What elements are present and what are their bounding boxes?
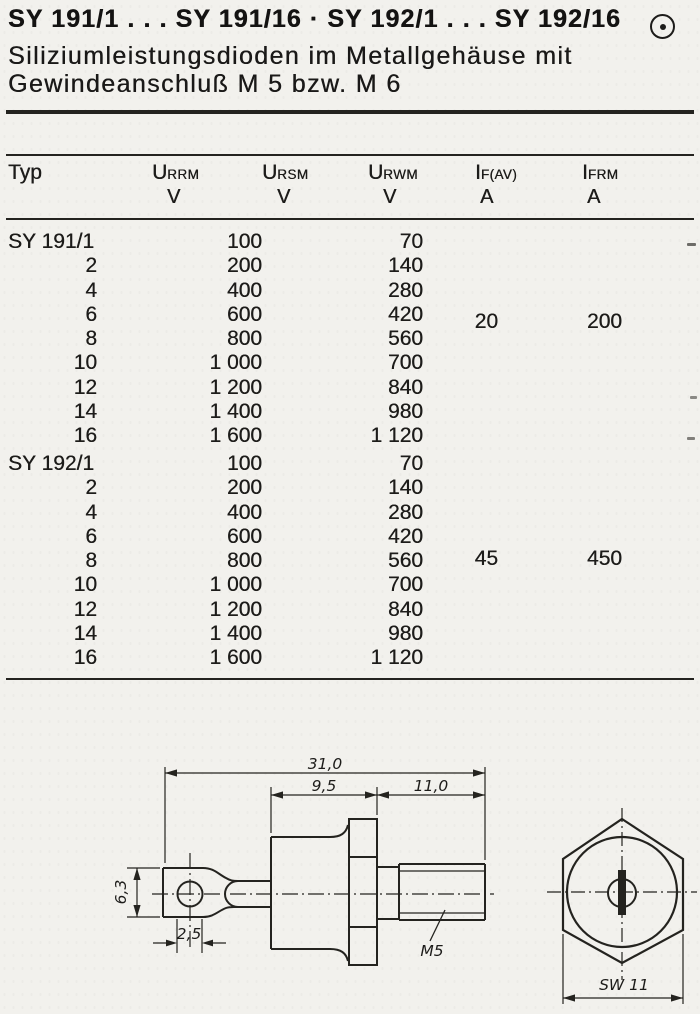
circled-dot-icon (650, 14, 675, 39)
unit-label: A (587, 186, 601, 208)
table-top-rule (6, 154, 694, 156)
urwm-cell: 420 (387, 302, 423, 326)
hex-flange-facet-lines (349, 857, 377, 927)
page-title: SY 191/1 . . . SY 191/16 · SY 192/1 . . . SY 192/16 (8, 5, 621, 33)
dimension-label-stud-length: 11,0 (413, 777, 449, 795)
column-header-ifav (475, 162, 517, 208)
urrm-cell: 1 200 (209, 375, 262, 399)
typ-cell: 4 (85, 500, 97, 524)
typ-cell: 10 (73, 573, 97, 597)
symbol-u: U (368, 161, 384, 184)
typ-cell: 4 (85, 278, 97, 302)
urrm-cell: 400 (226, 500, 262, 524)
urrm-cell: 200 (226, 476, 262, 500)
urwm-cell: 980 (387, 622, 423, 646)
scan-artifact (687, 243, 696, 246)
table-row (8, 501, 648, 525)
table-header-rule (6, 218, 694, 220)
table-group-sy192 (8, 452, 648, 671)
unit-label: V (277, 186, 291, 208)
thread-size-label: M5 (420, 942, 444, 960)
unit-label: A (480, 186, 494, 208)
typ-cell: 6 (85, 302, 97, 326)
subtitle-line-2: Gewindeanschluß M 5 bzw. M 6 (8, 70, 402, 98)
urrm-cell: 800 (226, 327, 262, 351)
symbol-i: I (475, 161, 481, 184)
thread-lines (399, 871, 485, 913)
hex-flange (349, 819, 377, 965)
scan-artifact (690, 396, 697, 399)
urrm-cell: 1 000 (209, 351, 262, 375)
table-row (8, 598, 648, 622)
threaded-stud-outline (377, 864, 485, 920)
symbol-sub: RSM (277, 167, 309, 182)
column-header-urwm (368, 162, 418, 208)
typ-cell: 8 (85, 327, 97, 351)
diode-body-outline (271, 825, 348, 961)
screwdriver-slot (618, 870, 626, 915)
symbol-sub: F(AV) (480, 167, 518, 182)
urrm-cell: 1 600 (209, 424, 262, 448)
dimension-label-body-length: 9,5 (311, 777, 337, 795)
column-header-ifrm (582, 162, 618, 208)
dimension-label-across-flats: SW 11 (599, 976, 649, 994)
table-row (8, 351, 648, 375)
typ-cell: 12 (73, 597, 97, 621)
dimension-label-total-length: 31,0 (307, 755, 343, 773)
package-side-view-drawing (100, 745, 500, 1013)
column-header-ursm (262, 162, 308, 208)
urwm-cell: 140 (387, 476, 423, 500)
column-header-typ: Typ (8, 161, 42, 184)
urwm-cell: 700 (387, 351, 423, 375)
table-row (8, 279, 648, 303)
symbol-u: U (152, 161, 168, 184)
urrm-cell: 100 (226, 230, 262, 253)
table-row (8, 424, 648, 448)
urrm-cell: 600 (226, 302, 262, 326)
table-row (8, 476, 648, 500)
urwm-cell: 840 (387, 375, 423, 399)
urwm-cell: 70 (399, 452, 423, 475)
typ-cell: 16 (73, 646, 97, 670)
typ-cell: 6 (85, 524, 97, 548)
typ-cell: 16 (73, 424, 97, 448)
symbol-sub: RWM (383, 167, 418, 182)
urrm-cell: 1 600 (209, 646, 262, 670)
urwm-cell: 280 (387, 278, 423, 302)
urrm-cell: 1 400 (209, 622, 262, 646)
symbol-u: U (262, 161, 278, 184)
ifav-value: 45 (474, 547, 498, 570)
ifrm-value: 450 (586, 547, 622, 570)
table-row (8, 400, 648, 424)
symbol-sub: RRM (167, 167, 200, 182)
unit-label: V (167, 186, 181, 208)
table-bottom-rule (6, 678, 694, 680)
dimension-label-hole-diameter: 2,5 (176, 925, 202, 943)
ifrm-value: 200 (586, 310, 622, 333)
urrm-cell: 800 (226, 549, 262, 573)
typ-cell: SY 192/1 (8, 452, 95, 475)
table-row (8, 230, 648, 254)
urwm-cell: 560 (387, 549, 423, 573)
table-row (8, 573, 648, 597)
table-row (8, 646, 648, 670)
table-row (8, 525, 648, 549)
typ-cell: 10 (73, 351, 97, 375)
urwm-cell: 70 (399, 230, 423, 253)
typ-cell: 14 (73, 622, 97, 646)
typ-cell: 8 (85, 549, 97, 573)
subtitle-line-1: Siliziumleistungsdioden im Metallgehäuse mit (8, 42, 573, 70)
typ-cell: 2 (85, 476, 97, 500)
typ-cell: SY 191/1 (8, 230, 95, 253)
table-group-sy191 (8, 230, 648, 449)
table-row (8, 622, 648, 646)
table-row (8, 376, 648, 400)
divider-thick (6, 110, 694, 114)
table-row (8, 452, 648, 476)
urrm-cell: 600 (226, 524, 262, 548)
urrm-cell: 400 (226, 278, 262, 302)
column-header-urrm (152, 162, 199, 208)
ifav-value: 20 (474, 310, 498, 333)
urwm-cell: 420 (387, 524, 423, 548)
urwm-cell: 1 120 (370, 424, 423, 448)
table-row (8, 254, 648, 278)
urwm-cell: 840 (387, 597, 423, 621)
urwm-cell: 280 (387, 500, 423, 524)
solder-tab-outline (163, 868, 271, 917)
urrm-cell: 1 000 (209, 573, 262, 597)
dimension-label-tab-height: 6,3 (112, 879, 130, 905)
symbol-i: I (582, 161, 588, 184)
unit-label: V (383, 186, 397, 208)
circled-dot-center (660, 24, 666, 30)
typ-cell: 14 (73, 400, 97, 424)
urwm-cell: 560 (387, 327, 423, 351)
symbol-sub: FRM (587, 167, 619, 182)
typ-cell: 2 (85, 254, 97, 278)
urwm-cell: 700 (387, 573, 423, 597)
urrm-cell: 200 (226, 254, 262, 278)
typ-cell: 12 (73, 375, 97, 399)
package-end-view-drawing (520, 776, 700, 1014)
scan-artifact (687, 437, 695, 440)
urrm-cell: 1 200 (209, 597, 262, 621)
urrm-cell: 100 (226, 452, 262, 475)
urwm-cell: 1 120 (370, 646, 423, 670)
m5-leader-line (430, 910, 445, 941)
urrm-cell: 1 400 (209, 400, 262, 424)
urwm-cell: 980 (387, 400, 423, 424)
urwm-cell: 140 (387, 254, 423, 278)
